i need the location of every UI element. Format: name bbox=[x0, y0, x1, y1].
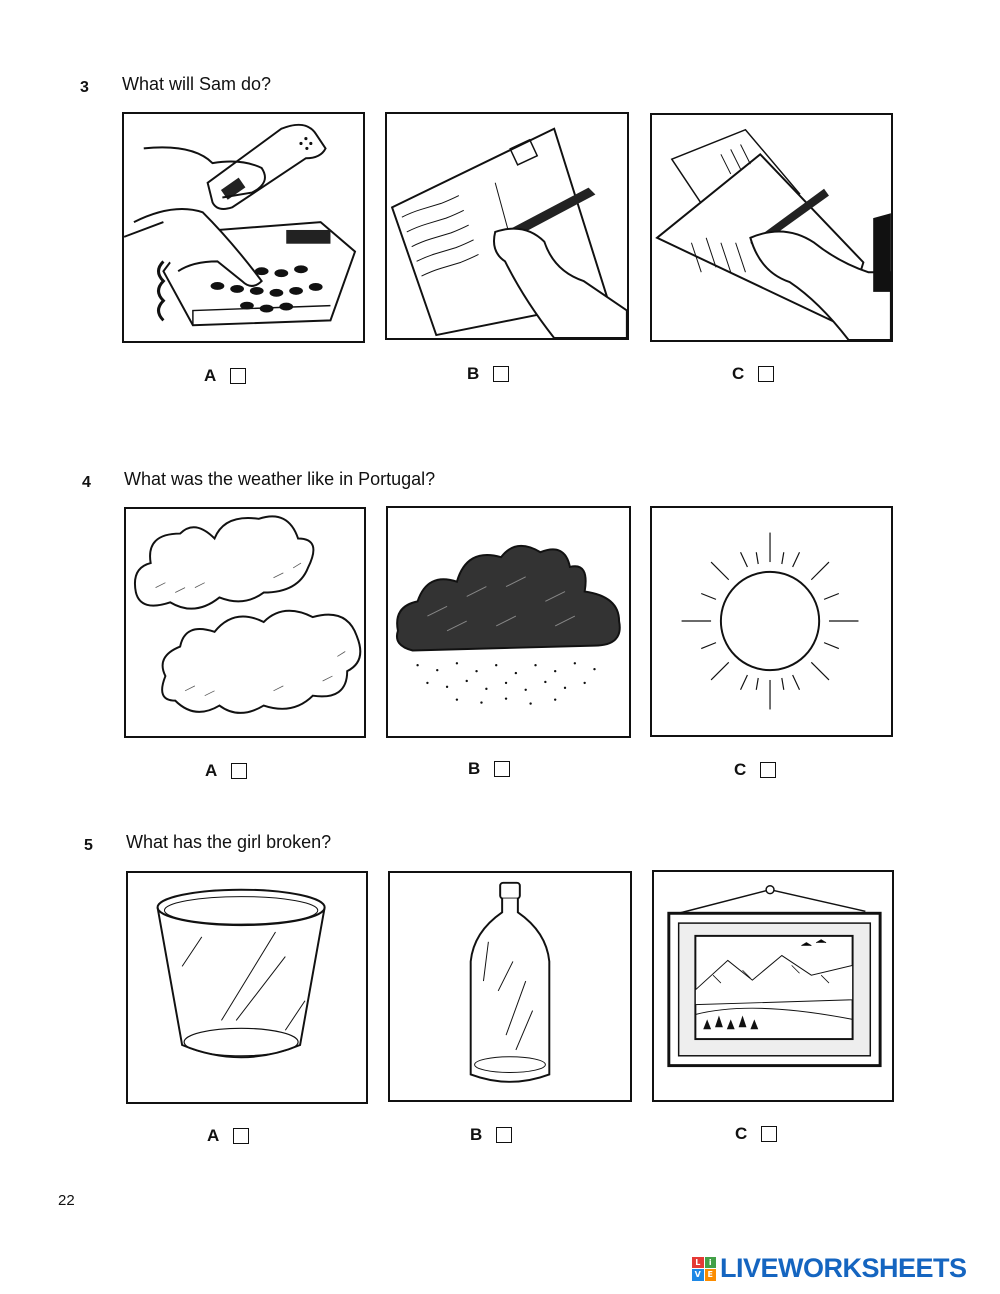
option-a bbox=[207, 1126, 249, 1146]
option-letter: B bbox=[467, 364, 480, 383]
option-b bbox=[470, 1125, 512, 1145]
option-letter: A bbox=[205, 761, 218, 780]
option-c-checkbox[interactable] bbox=[761, 1126, 777, 1142]
brand-name: LIVEWORKSHEETS bbox=[720, 1253, 967, 1283]
option-letter: C bbox=[734, 760, 747, 779]
option-letter: B bbox=[470, 1125, 483, 1144]
picture-glass bbox=[126, 871, 368, 1104]
telephone-icon bbox=[124, 114, 363, 341]
option-c-checkbox[interactable] bbox=[760, 762, 776, 778]
question-text: What has the girl broken? bbox=[126, 832, 332, 852]
bottle-icon bbox=[390, 873, 630, 1100]
letter-icon bbox=[652, 115, 891, 340]
option-c bbox=[732, 364, 774, 384]
liveworksheets-logo-icon bbox=[692, 1257, 716, 1281]
picture-telephone bbox=[122, 112, 365, 343]
option-letter: C bbox=[732, 364, 745, 383]
option-b bbox=[467, 364, 509, 384]
clouds-icon bbox=[126, 509, 364, 736]
picture-sun bbox=[650, 506, 893, 737]
option-letter: C bbox=[735, 1124, 748, 1143]
logo-letter: i bbox=[705, 1257, 717, 1269]
page-number: 22 bbox=[58, 1192, 75, 1209]
picture-bottle bbox=[388, 871, 632, 1102]
postcard-icon bbox=[387, 114, 627, 338]
option-a-checkbox[interactable] bbox=[233, 1128, 249, 1144]
option-letter: B bbox=[468, 759, 481, 778]
question-text: What will Sam do? bbox=[122, 74, 272, 94]
option-a-checkbox[interactable] bbox=[231, 763, 247, 779]
picture-clouds bbox=[124, 507, 366, 738]
option-letter: A bbox=[204, 366, 217, 385]
option-b bbox=[468, 759, 510, 779]
logo-letter: L bbox=[692, 1257, 704, 1269]
option-a bbox=[204, 366, 246, 386]
picture-letter bbox=[650, 113, 893, 342]
option-a-checkbox[interactable] bbox=[230, 368, 246, 384]
option-letter: A bbox=[207, 1126, 220, 1145]
rain-cloud-icon bbox=[388, 508, 629, 736]
option-c-checkbox[interactable] bbox=[758, 366, 774, 382]
question-number: 4 bbox=[82, 474, 91, 491]
question-number: 3 bbox=[80, 79, 89, 96]
question-number: 5 bbox=[84, 837, 93, 854]
picture-framed-painting bbox=[652, 870, 894, 1102]
logo-letter: V bbox=[692, 1269, 704, 1281]
option-a bbox=[205, 761, 247, 781]
option-b-checkbox[interactable] bbox=[496, 1127, 512, 1143]
glass-icon bbox=[128, 873, 366, 1102]
option-b-checkbox[interactable] bbox=[494, 761, 510, 777]
logo-letter: E bbox=[705, 1269, 717, 1281]
picture-rain-cloud bbox=[386, 506, 631, 738]
option-c bbox=[735, 1124, 777, 1144]
option-c bbox=[734, 760, 776, 780]
framed-picture-icon bbox=[654, 872, 892, 1100]
question-text: What was the weather like in Portugal? bbox=[124, 469, 436, 489]
sun-icon bbox=[652, 508, 891, 735]
picture-postcard bbox=[385, 112, 629, 340]
liveworksheets-brand bbox=[692, 1253, 967, 1284]
option-b-checkbox[interactable] bbox=[493, 366, 509, 382]
